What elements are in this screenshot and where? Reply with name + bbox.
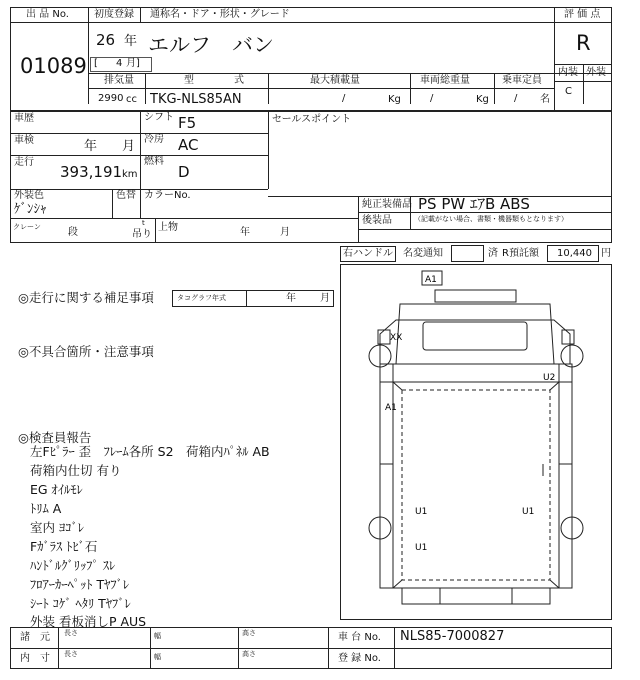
crane-lift-unit: 吊り [132,229,152,240]
width-label: 幅 [154,653,161,661]
capacity-slash: / [514,93,518,104]
max-load-label: 最大積載量 [310,75,360,86]
recycle-amount: 10,440 [557,248,592,259]
crane-ton-unit: t [142,219,145,227]
report-line: ｼｰﾄ ｺｹﾞ ﾍﾀﾘ Tﾔﾌﾞﾚ [30,596,131,611]
length-label: 長さ [64,650,78,658]
displacement-value: 2990 [98,93,124,104]
month-open-bracket: [ [94,58,98,69]
ac-value: AC [178,136,199,154]
recycle-amount-unit: 円 [601,248,611,259]
grade-value: R [576,31,591,55]
equipment-label: 純正装備品 [362,199,412,210]
equipment-value: PS PW ｴｱB ABS [418,195,530,213]
damage-mark: U2 [543,373,556,383]
registration-year-unit: 年 [124,34,138,49]
inspector-report-title: ◎検査員報告 [18,430,92,445]
first-registration-label: 初度登録 [94,9,134,20]
name-change-checkbox [451,245,484,262]
loading-label: 上物 [158,222,178,233]
registration-month: 4 [116,58,123,69]
vehicle-name: エルフ バン [148,33,274,57]
crane-label: クレーン [13,223,41,231]
sales-point-label: セールスポイント [272,114,352,125]
damage-mark: U1 [415,507,428,517]
report-line: 荷箱内仕切 有り [30,463,122,478]
ac-label: 冷房 [144,134,164,145]
registration-year: 26 [96,31,116,49]
max-load-slash: / [342,93,346,104]
capacity-unit: 名 [540,94,550,105]
report-line: 左Fﾋﾟﾗｰ 歪 ﾌﾚｰﾑ各所 S2 荷箱内ﾊﾟﾈﾙ AB [30,444,270,459]
registration-month-unit: 月] [126,58,140,69]
vehicle-damage-diagram [340,264,612,620]
gross-weight-slash: / [430,93,434,104]
aftermarket-label: 後装品 [362,215,392,226]
recycle-status: 済 [488,248,498,259]
mileage-value: 393,191 [60,163,123,181]
loading-year-unit: 年 [240,227,250,238]
history-label: 車歴 [14,113,34,124]
chassis-number-label: 車 台 No. [338,632,381,643]
crane-stage-unit: 段 [68,227,78,238]
report-line: ﾄﾘﾑ A [30,501,62,516]
exterior-color-label: 外装色 [14,190,44,201]
registration-number-label: 登 録 No. [338,653,381,664]
inspection-label: 車検 [14,135,34,146]
fuel-label: 燃料 [144,156,164,167]
tachograph-year-unit: 年 [286,293,296,304]
displacement-label: 排気量 [104,75,134,86]
mileage-label: 走行 [14,157,34,168]
report-line: Fｶﾞﾗｽ ﾄﾋﾞ石 [30,539,98,554]
interior-dimensions-label: 内 寸 [20,653,50,664]
damage-mark: A1 [385,403,397,413]
width-label: 幅 [154,632,161,640]
damage-mark: XX [390,333,403,343]
vehicle-name-label: 通称名・ドア・形状・グレード [150,9,290,20]
report-line: 外装 看板消しP AUS [30,614,147,629]
gross-weight-label: 車両総重量 [420,75,470,86]
displacement-unit: cc [126,94,137,105]
color-number-label: カラーNo. [144,190,191,201]
exterior-color-value: ｹﾞﾝｼｬ [14,202,47,217]
recycle-deposit-label: R預託額 [502,248,539,259]
running-notes-title: ◎走行に関する補足事項 [18,290,154,305]
interior-grade-value: C [565,86,572,97]
model-code: TKG-NLS85AN [150,92,242,107]
mileage-unit: km [122,169,138,180]
exterior-grade-label: 外装 [586,67,606,78]
damage-mark: U1 [522,507,535,517]
report-line: EG ｵｲﾙﾓﾚ [30,482,83,497]
report-line: ﾌﾛｱｰｶｰﾍﾟｯﾄ Tﾔﾌﾞﾚ [30,577,130,592]
defects-title: ◎不具合箇所・注意事項 [18,344,154,359]
chassis-number: NLS85-7000827 [400,629,505,644]
damage-mark: U1 [415,543,428,553]
length-label: 長さ [64,629,78,637]
tachograph-label: タコグラフ年式 [177,294,226,302]
max-load-unit: Kg [388,94,401,105]
report-line: 室内 ﾖｺﾞﾚ [30,520,84,535]
lot-number: 01089 [20,54,87,78]
shift-label: シフト [144,112,174,123]
capacity-label: 乗車定員 [502,75,542,86]
gross-weight-unit: Kg [476,94,489,105]
tachograph-month-unit: 月 [320,293,330,304]
fuel-value: D [178,163,190,181]
name-change-label: 名変通知 [403,248,443,259]
model-label: 型 式 [184,75,244,86]
loading-month-unit: 月 [280,227,290,238]
shift-value: F5 [178,114,197,132]
height-label: 高さ [242,650,256,658]
dimensions-label: 諸 元 [20,632,50,643]
aftermarket-note: （記載がない場合、書類・機器類もとなります） [414,215,568,223]
lot-number-label: 出 品 No. [26,9,69,20]
color-change-label: 色替 [116,190,136,201]
report-line: ﾊﾝﾄﾞﾙｸﾞﾘｯﾌﾟ ｽﾚ [30,558,116,573]
inspection-month-unit: 月 [122,139,136,154]
steering-side: 右ハンドル [343,248,393,259]
damage-mark: A1 [425,275,437,285]
height-label: 高さ [242,629,256,637]
inspection-year-unit: 年 [84,139,98,154]
grade-label: 評 価 点 [564,9,601,20]
interior-grade-label: 内装 [558,67,578,78]
